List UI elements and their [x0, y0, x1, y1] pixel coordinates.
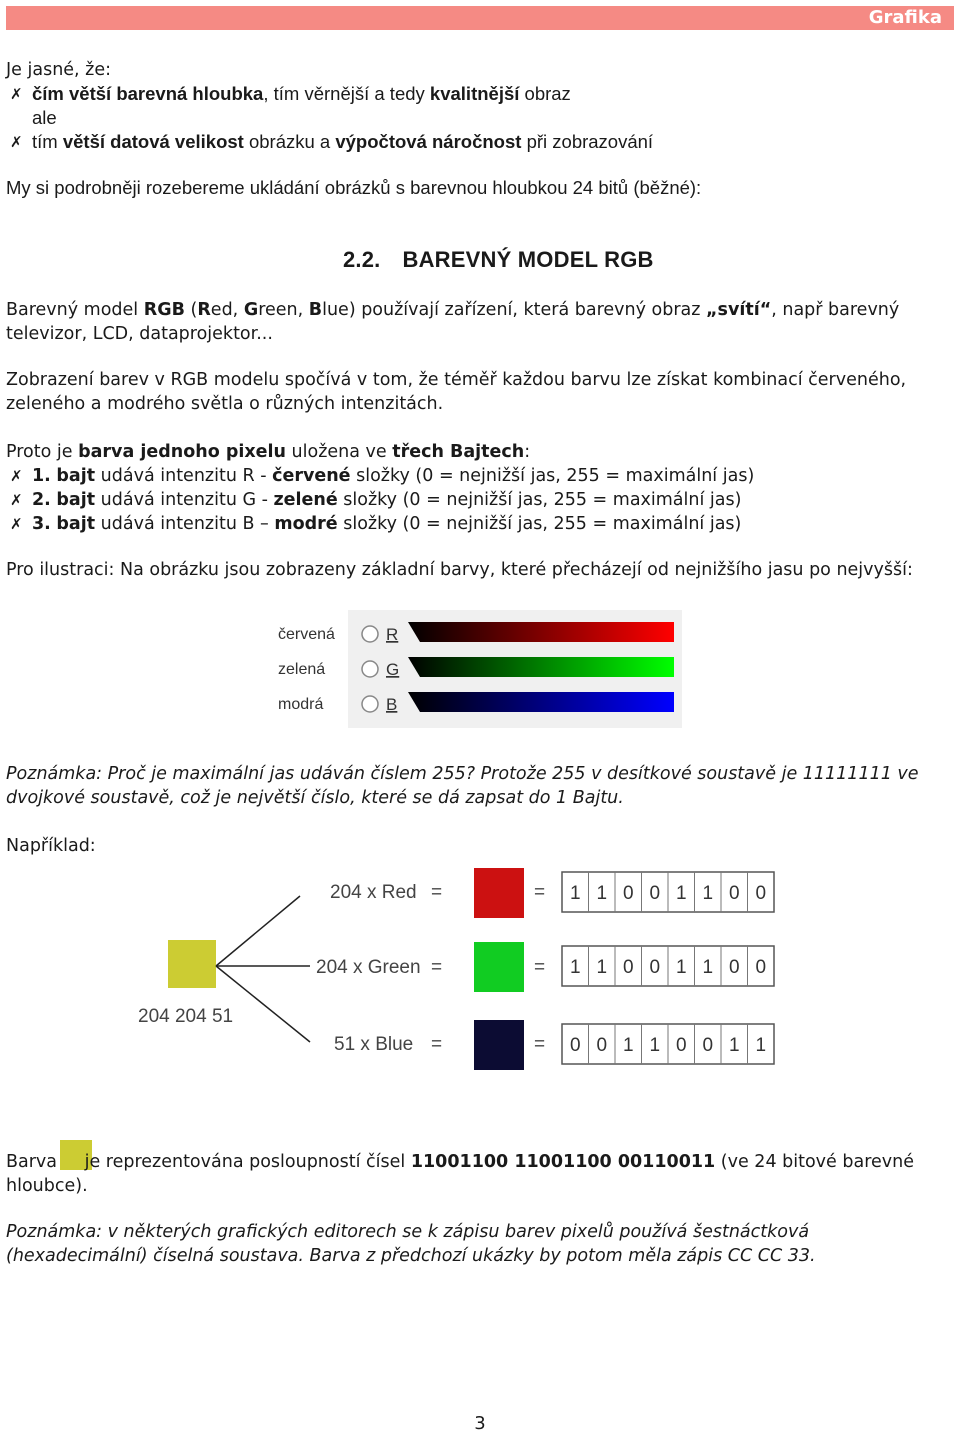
bullet-x-icon: ✗: [10, 85, 23, 103]
svg-text:=: =: [431, 1034, 443, 1055]
page-number: 3: [474, 1413, 486, 1434]
bit-value: 0: [728, 883, 740, 904]
bullet-x-icon: ✗: [10, 467, 23, 485]
svg-text:R: R: [386, 625, 399, 644]
intro-bullet-2: ✗ tím větší datová velikost obrázku a výpočtová náročnost při zobrazování: [10, 131, 654, 152]
green-swatch: [474, 942, 524, 992]
example-label: Například:: [6, 836, 96, 856]
bit-value: 1: [596, 957, 608, 978]
example-row-green: [316, 942, 774, 992]
gradient-row-blue: [278, 692, 674, 714]
bit-value: 1: [596, 883, 608, 904]
note-max-brightness: Poznámka: Proč je maximální jas udáván číslem 255? Protože 255 v desítkové soustavě je 11111111 ve dvojkové soustavě, což je největší číslo, které se dá zapsat do 1 Bajtu.: [6, 764, 919, 808]
svg-text:zelená: zelená: [278, 661, 326, 678]
radio-blue[interactable]: [362, 696, 378, 712]
green-gradient-bar: [408, 657, 674, 677]
bit-value: 0: [675, 1035, 687, 1056]
svg-text:=: =: [431, 882, 443, 903]
bit-value: 1: [702, 883, 714, 904]
radio-red[interactable]: [362, 626, 378, 642]
bit-value: 0: [569, 1035, 581, 1056]
byte-item-3: ✗ 3. bajt udává intenzitu B – modré složky (0 = nejnižší jas, 255 = maximální jas): [10, 514, 742, 534]
svg-text:=: =: [431, 957, 443, 978]
radio-green[interactable]: [362, 661, 378, 677]
section-heading: [343, 246, 654, 274]
intro-line3: My si podrobněji rozebereme ukládání obrázků s barevnou hloubkou 24 bitů (běžné):: [6, 177, 702, 198]
bit-value: 1: [702, 957, 714, 978]
gradient-row-red: [278, 622, 674, 644]
example-color-swatch: [168, 940, 216, 988]
svg-text:B: B: [386, 695, 398, 714]
para-color-binary: Barva je reprezentována posloupností čísel 11001100 11001100 00110011 (ve 24 bitové barevné hloubce).: [6, 1152, 914, 1196]
section-number: 2.2.: [343, 247, 381, 272]
bit-value: 1: [649, 1035, 661, 1056]
illustration-intro: Pro ilustraci: Na obrázku jsou zobrazeny základní barvy, které přecházejí od nejnižšího jasu po nejvyšší:: [6, 560, 913, 580]
svg-text:51 x Blue: 51 x Blue: [334, 1034, 414, 1055]
svg-text:204 x Red: 204 x Red: [330, 882, 417, 903]
example-row-blue: [334, 1020, 774, 1070]
bit-row-red: [562, 872, 774, 912]
svg-text:=: =: [534, 957, 546, 978]
rgb-gradient-figure: [270, 608, 690, 730]
bit-value: 1: [728, 1035, 740, 1056]
bit-value: 1: [569, 883, 581, 904]
svg-text:červená: červená: [278, 626, 335, 643]
para-three-bytes: Proto je barva jednoho pixelu uložena ve třech Bajtech:: [6, 442, 531, 462]
blue-swatch: [474, 1020, 524, 1070]
bit-value: 0: [755, 957, 767, 978]
bit-value: 0: [596, 1035, 608, 1056]
bit-value: 0: [649, 883, 661, 904]
para-rgb-definition: Barevný model RGB (Red, Green, Blue) používají zařízení, která barevný obraz „svítí“, např barevný televizor, LCD, dataprojektor...: [6, 300, 900, 344]
red-gradient-bar: [408, 622, 674, 642]
color-decomposition-diagram: [130, 858, 790, 1074]
branch-line-red: [216, 896, 300, 966]
para-rgb-mixing: Zobrazení barev v RGB modelu spočívá v tom, že téměř každou barvu lze získat kombinací červeného, zeleného a modrého světla o různých intenzitách.: [6, 370, 907, 414]
example-row-red: [330, 868, 774, 918]
intro-lead: Je jasné, že:: [6, 60, 112, 80]
intro-ale: ale: [32, 107, 57, 128]
svg-text:=: =: [534, 1034, 546, 1055]
byte-item-2: ✗ 2. bajt udává intenzitu G - zelené složky (0 = nejnižší jas, 255 = maximální jas): [10, 490, 742, 510]
gradient-row-green: [278, 657, 674, 679]
section-title: BAREVNÝ MODEL RGB: [402, 247, 654, 272]
example-color-value: 204 204 51: [138, 1006, 234, 1027]
note-hexadecimal: Poznámka: v některých grafických editorech se k zápisu barev pixelů používá šestnáctková (hexadecimální) číselná soustava. Barva z předchozí ukázky by potom měla zápis CC CC 33.: [6, 1222, 816, 1266]
bit-value: 0: [622, 883, 634, 904]
bit-value: 1: [622, 1035, 634, 1056]
bullet-x-icon: ✗: [10, 133, 23, 151]
bullet-x-icon: ✗: [10, 491, 23, 509]
svg-text:G: G: [386, 660, 400, 679]
branch-line-blue: [216, 966, 310, 1042]
byte-item-1: ✗ 1. bajt udává intenzitu R - červené složky (0 = nejnižší jas, 255 = maximální jas): [10, 466, 755, 486]
svg-text:204 x Green: 204 x Green: [316, 957, 421, 978]
bit-value: 0: [728, 957, 740, 978]
bit-value: 1: [569, 957, 581, 978]
red-swatch: [474, 868, 524, 918]
bit-row-green: [562, 946, 774, 986]
svg-text:=: =: [534, 882, 546, 903]
bit-value: 0: [649, 957, 661, 978]
bit-value: 0: [755, 883, 767, 904]
bit-value: 0: [702, 1035, 714, 1056]
bit-value: 0: [622, 957, 634, 978]
intro-bullet-1: ✗ čím větší barevná hloubka, tím věrnější a tedy kvalitnější obraz: [10, 83, 571, 104]
bit-row-blue: [562, 1024, 774, 1064]
bit-value: 1: [675, 883, 687, 904]
blue-gradient-bar: [408, 692, 674, 712]
header-title: Grafika: [868, 7, 942, 28]
bullet-x-icon: ✗: [10, 515, 23, 533]
bit-value: 1: [675, 957, 687, 978]
bit-value: 1: [755, 1035, 767, 1056]
svg-text:modrá: modrá: [278, 696, 324, 713]
page-header-bar: [6, 6, 954, 30]
